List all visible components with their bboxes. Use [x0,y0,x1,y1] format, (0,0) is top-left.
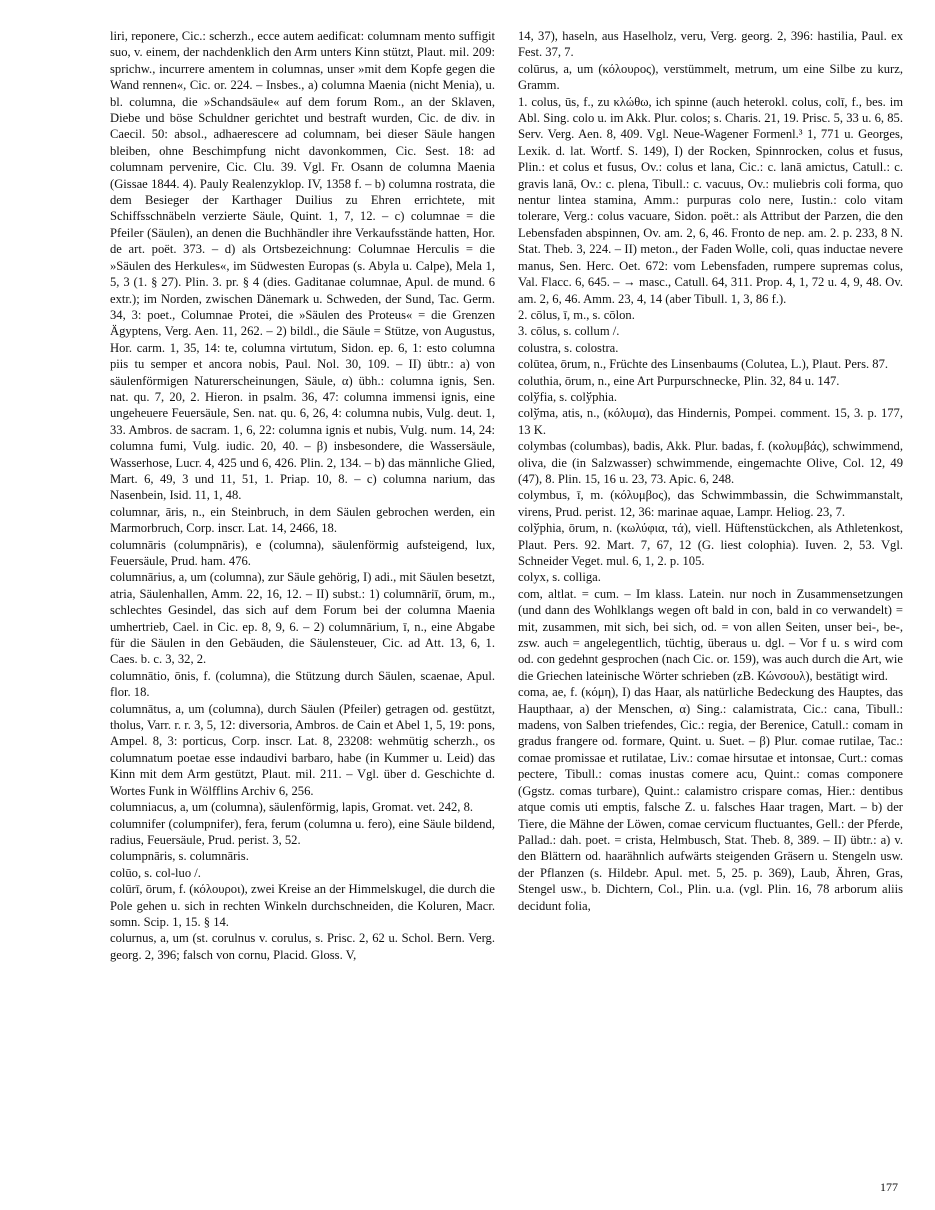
entry-coluthia: coluthia, ōrum, n., eine Art Purpurschnecke, Plin. 32, 84 u. 147. [518,373,840,388]
entry-columniacus: columniacus, a, um (columna), säulenförmig, lapis, Gromat. vet. 242, 8. [110,800,474,815]
entry-columnar: columnar, āris, n., ein Steinbruch, in dem Säulen gebrochen werden, ein Marmorbruch, Corp. inscr. Lat. 14, 2466, 18. [110,504,495,536]
entry-colus-1: 1. colus, ūs, f., zu κλώθω, ich spinne (auch heterokl. colus, colī, f., bes. im Abl. Sing. colo u. im Akk. Plur. colos; s. Charis. 21, 19. Prisc. 5, 33 u. 6, 85. Serv. Verg. Aen. 8, 409. Vgl. Neue-Wagener Formenl.³ 1, 771 u. Georges, Lexik. d. lat. Wortf. S. 149), I) der Rocken, Spinnrocken, colus et fusus, Plin.: et colus et fusus, Ov.: colus et lana, Cic.: c. lanā amictus, Catull.: c. gravis lanā, Ov.: c. plena, Tibull.: c. vacuus, Ov.: muliebris coli forma, quo nentur lintea stamina, Amm.: purpuras colo nere, Iustin.: colo vitam tolerare, Verg.: colus vacuare, Sidon. poët.: als Attribut der Parzen, die den Lebensfaden abspinnen, Ov. am. 2, 6, 46. Fronto de nep. am. 2. p. 233, 8 N. Stat. Theb. 3, 224. – II) meton., der Faden Wolle, coli, quas inductae nevere manus, Sen. Herc. Oet. 672: vom Lebensfaden, rumpere supremas colus, Val. Flacc. 6, 645. – → masc., Catull. 64, 311. Prop. 4, 1, 72 u. 4, 9, 48. Ov. am. 2, 6, 46. Amm. 23, 4, 14 (aber Tibull. 1, 3, 86 f.). [518,94,903,306]
entry-columnatio: columnātio, ōnis, f. (columna), die Stützung durch Säulen, scaenae, Apul. flor. 18. [110,668,495,700]
entry-coluri: colūrī, ōrum, f. (κόλουροι), zwei Kreise an der Himmelskugel, die durch die Pole gehen u. sich in rechten Winkeln durchschneiden, die Koluren, Macr. somn. Scip. 1, 15. § 14. [110,882,495,929]
right-column [518,28,903,914]
entry-colymbas: colymbas (columbas), badis, Akk. Plur. badas, f. (κολυμβάς), schwimmend, oliva, die (in Salzwasser) schwimmende, eingemachte Olive, Col. 12, 49 (47), 8. Plin. 15, 16 u. 23, 73. Apic. 6, 248. [518,439,903,486]
entry-colymbus: colymbus, ī, m. (κόλυμβος), das Schwimmbassin, die Schwimmanstalt, virens, Prud. perist. 12, 36: marinae aquae, Lampr. Heliog. 23, 7. [518,488,903,519]
entry-colutea: colūtea, ōrum, n., Früchte des Linsenbaums (Colutea, L.), Plaut. Pers. 87. [518,357,889,372]
entry-columpnaris: columpnāris, s. columnāris. [110,849,249,864]
page-number: 177 [880,1180,898,1194]
entry-colurus: colūrus, a, um (κόλουρος), verstümmelt, metrum, um eine Silbe zu kurz, Gramm. [518,61,903,93]
entry-colus-3: 3. cōlus, s. collum /. [518,324,620,339]
entry-com: com, altlat. = cum. – Im klass. Latein. nur noch in Zusammensetzungen (und dann des Wohlklangs wegen oft bald in con, bald in co verwandelt) = mit, zusammen, mit sich, bei sich, od. = von allen Seiten, unser bei-, be-, zsw. auch = angelegentlich, tüchtig, überaus u. dgl. – Vor f u. s wird com od. con gedehnt gesprochen (nach Cic. or. 159), was auch durch die Art, wie die Griechen lateinische Wörter schrieben (zB. Κώνσουλ), bestätigt wird. [518,586,903,683]
entry-colustra: colustra, s. colostra. [518,340,619,355]
entry-columnatus: columnātus, a, um (columna), durch Säulen (Pfeiler) getragen od. gestützt, tholus, Varr. r. r. 3, 5, 12: diversoria, Ambros. de Cain et Abel 1, 5, 19: pons, Ampel. 8, 3: porticus, Corp. inscr. Lat. 8, 23208: wehmütig scherzh., os columnatum poetae esse indaudivi barbaro, habe (in Kummer u. Leid) das Kinn mit dem Arm gestützt, Plaut. mil. 211. – Vgl. über d. Geschichte d. Wortes Funk in Wölfflins Archiv 6, 256. [110,701,495,798]
entry-colyfia: colўfia, s. colўphia. [518,389,617,404]
entry-columnifer: columnifer (columpnifer), fera, ferum (columna u. fero), eine Säule bildend, radius, Feuersäule, Prud. perist. 3, 52. [110,816,495,847]
entry-coma: coma, ae, f. (κόμη), I) das Haar, als natürliche Bedeckung des Hauptes, das Haupthaar, a) der Menschen, α) Sing.: calamistrata, Cic.: cana, Tibull.: madens, von Salben triefendes, Cic.: regia, der Berenice, Catull.: comam in gradus frangere od. formare, Quint. u. Suet. – β) Plur. comae rutilae, Tac.: comae promissae et rutilatae, Liv.: comae hirsutae et intonsae, Curt.: comas pectere, Tibull.: comas inustas comere acu, Quint.: comas componere (Ggstz. comas turbare), Quint.: calamistro crispare comas, Hier.: dentibus atque comis uti emptis, falsche Z. u. falsches Haar tragen, Mart. – b) der Tiere, die Mähne der Löwen, comae cervicum fluctuantes, Gell.: der Pferde, Pallad.: dah. poet. = crista, Helmbusch, Stat. Theb. 8, 389. – II) übtr.: a) v. den Blättern od. haarähnlich aufwärts steigenden Gräsern u. Stengeln usw. der Pflanzen (s. Hildebr. Apul. met. 5, 25. p. 369), Laub, Ähren, Gras, Stengel usw., b. Dichtern, Col., Plin. u.a. (vgl. Plin. 16, 78 arborum aliis decidunt folia, [518,685,903,913]
entry-colus-2: 2. cōlus, ī, m., s. cōlon. [518,307,635,322]
entry-columnarius: columnārius, a, um (columna), zur Säule gehörig, I) adi., mit Säulen besetzt, atria, Säulenhallen, Amm. 22, 16, 12. – II) subst.: 1) columnāriī, ōrum, m., schlechtes Gesindel, das sich auf dem Forum bei der columna Maenia umhertrieb, Cael. in Cic. ep. 8, 9, 6. – 2) columnārium, ī, n., eine Abgabe für die Säulen in den Gebäuden, die Säulensteuer, Cic. ad Att. 13, 6, 1. Caes. b. c. 3, 32, 2. [110,570,495,667]
entry-coluo: colūo, s. col-luo /. [110,865,201,880]
entry-colurnus: colurnus, a, um (st. corulnus v. corulus, s. Prisc. 2, 62 u. Schol. Bern. Verg. georg. 2, 396; falsch von cornu, Placid. Gloss. V, [110,931,495,962]
entry-colyma: colўma, atis, n., (κόλυμα), das Hindernis, Pompei. comment. 15, 3. p. 177, 13 K. [518,406,903,437]
entry-columna-continued: liri, reponere, Cic.: scherzh., ecce autem aedificat: columnam mento suffigit suo, v. einem, der nachdenklich den Arm unters Kinn stützt, Plaut. mil. 209: sprichw., incurrere amentem in columnas, unser »mit dem Kopfe gegen die Wand rennen«, Cic. or. 224. – Insbes., a) columna Maenia (nicht Menia), u. bl. columna, die »Schandsäule« auf dem forum Rom., an der Sklaven, Diebe und böse Schuldner gerichtet und bestraft wurden, Cic. de div. in Caecil. 50: absol., adhaerescere ad columnam, bei dieser Säule hangen bleiben, ohne Beschimpfung nicht davonkommen, Cic. Sest. 18: ad columnam pervenire, Cic. Clu. 39. Vgl. Fr. Osann de columna Maenia (Gissae 1844. 4). Pauly Realenzyklop. IV, 1358 f. – b) columna rostrata, die dem Besieger der Karthager Duilius zu Ehren errichtete, mit Schiffsschnäbeln verzierte Säule, Quint. 1, 7, 12. – c) columnae = die Pfeiler (Säulen), an denen die Buchhändler ihre Verkaufsstände hatten, Hor. de art. poët. 373. – d) als Ortsbezeichnung: Columnae Herculis = die »Säulen des Herkules«, im Südwesten Europas (s. Abyla u. Calpe), Mela 1, 5, 3 (1. § 27). Plin. 3. pr. § 4 (dies. Gaditanae columnae, Apul. de mund. 6 extr.); im Norden, zwischen Dänemark u. Schweden, der Sund, Tac. Germ. 34, 3: poet., Columnae Protei, die »Säulen des Proteus« = die Grenzen Ägyptens, Verg. Aen. 11, 262. – 2) bildl., die Säule = Stütze, von Augustus, Hor. carm. 1, 35, 14: te, columna virtutum, Sidon. ep. 6, 1: esto columna piis tu semper et ancora nobis, Paul. Nol. 30, 109. – II) übtr.: a) von säulenförmigen Naturerscheinungen, Säule, α) übh.: columna ignis, Sen. nat. qu. 7, 20, 2. Hieron. in psalm. 36, 47: columna immensi ignis, eine ungeheuere Feuersäule, Sen. nat. qu. 6, 26, 4: columna nubis, Vulg. deut. 1, 33. Ambros. de sacram. 1, 6, 22: columna ignis et nubis, Vulg. num. 14, 24: columna fumi, Vulg. iudic. 20, 40. – β) insbesondere, die Wassersäule, Wasserhose, Lucr. 4, 425 und 6, 426. Plin. 2, 134. – b) das männliche Glied, Mart. 6, 49, 3 und 11, 51, 1. Priap. 10, 8. – c) columna narium, das Nasenbein, Isid. 11, 1, 48. [110,29,495,503]
entry-columnaris: columnāris (columpnāris), e (columna), säulenförmig aufsteigend, lux, Feuersäule, Prud. ham. 476. [110,537,495,568]
entry-colyx: colyx, s. colliga. [518,570,601,585]
entry-colurnus-continued: 14, 37), haseln, aus Haselholz, veru, Verg. georg. 2, 396: hastilia, Paul. ex Fest. 37, 7. [518,29,903,60]
entry-colyphia: colўphia, ōrum, n. (κωλύφια, τά), viell. Hüftenstückchen, als Athletenkost, Plaut. Pers. 92. Mart. 7, 67, 12 (G. liest colophia). Iuven. 2, 53. Vgl. Schneider Veget. mul. 6, 1, 2. p. 105. [518,521,903,568]
left-column [110,28,495,963]
